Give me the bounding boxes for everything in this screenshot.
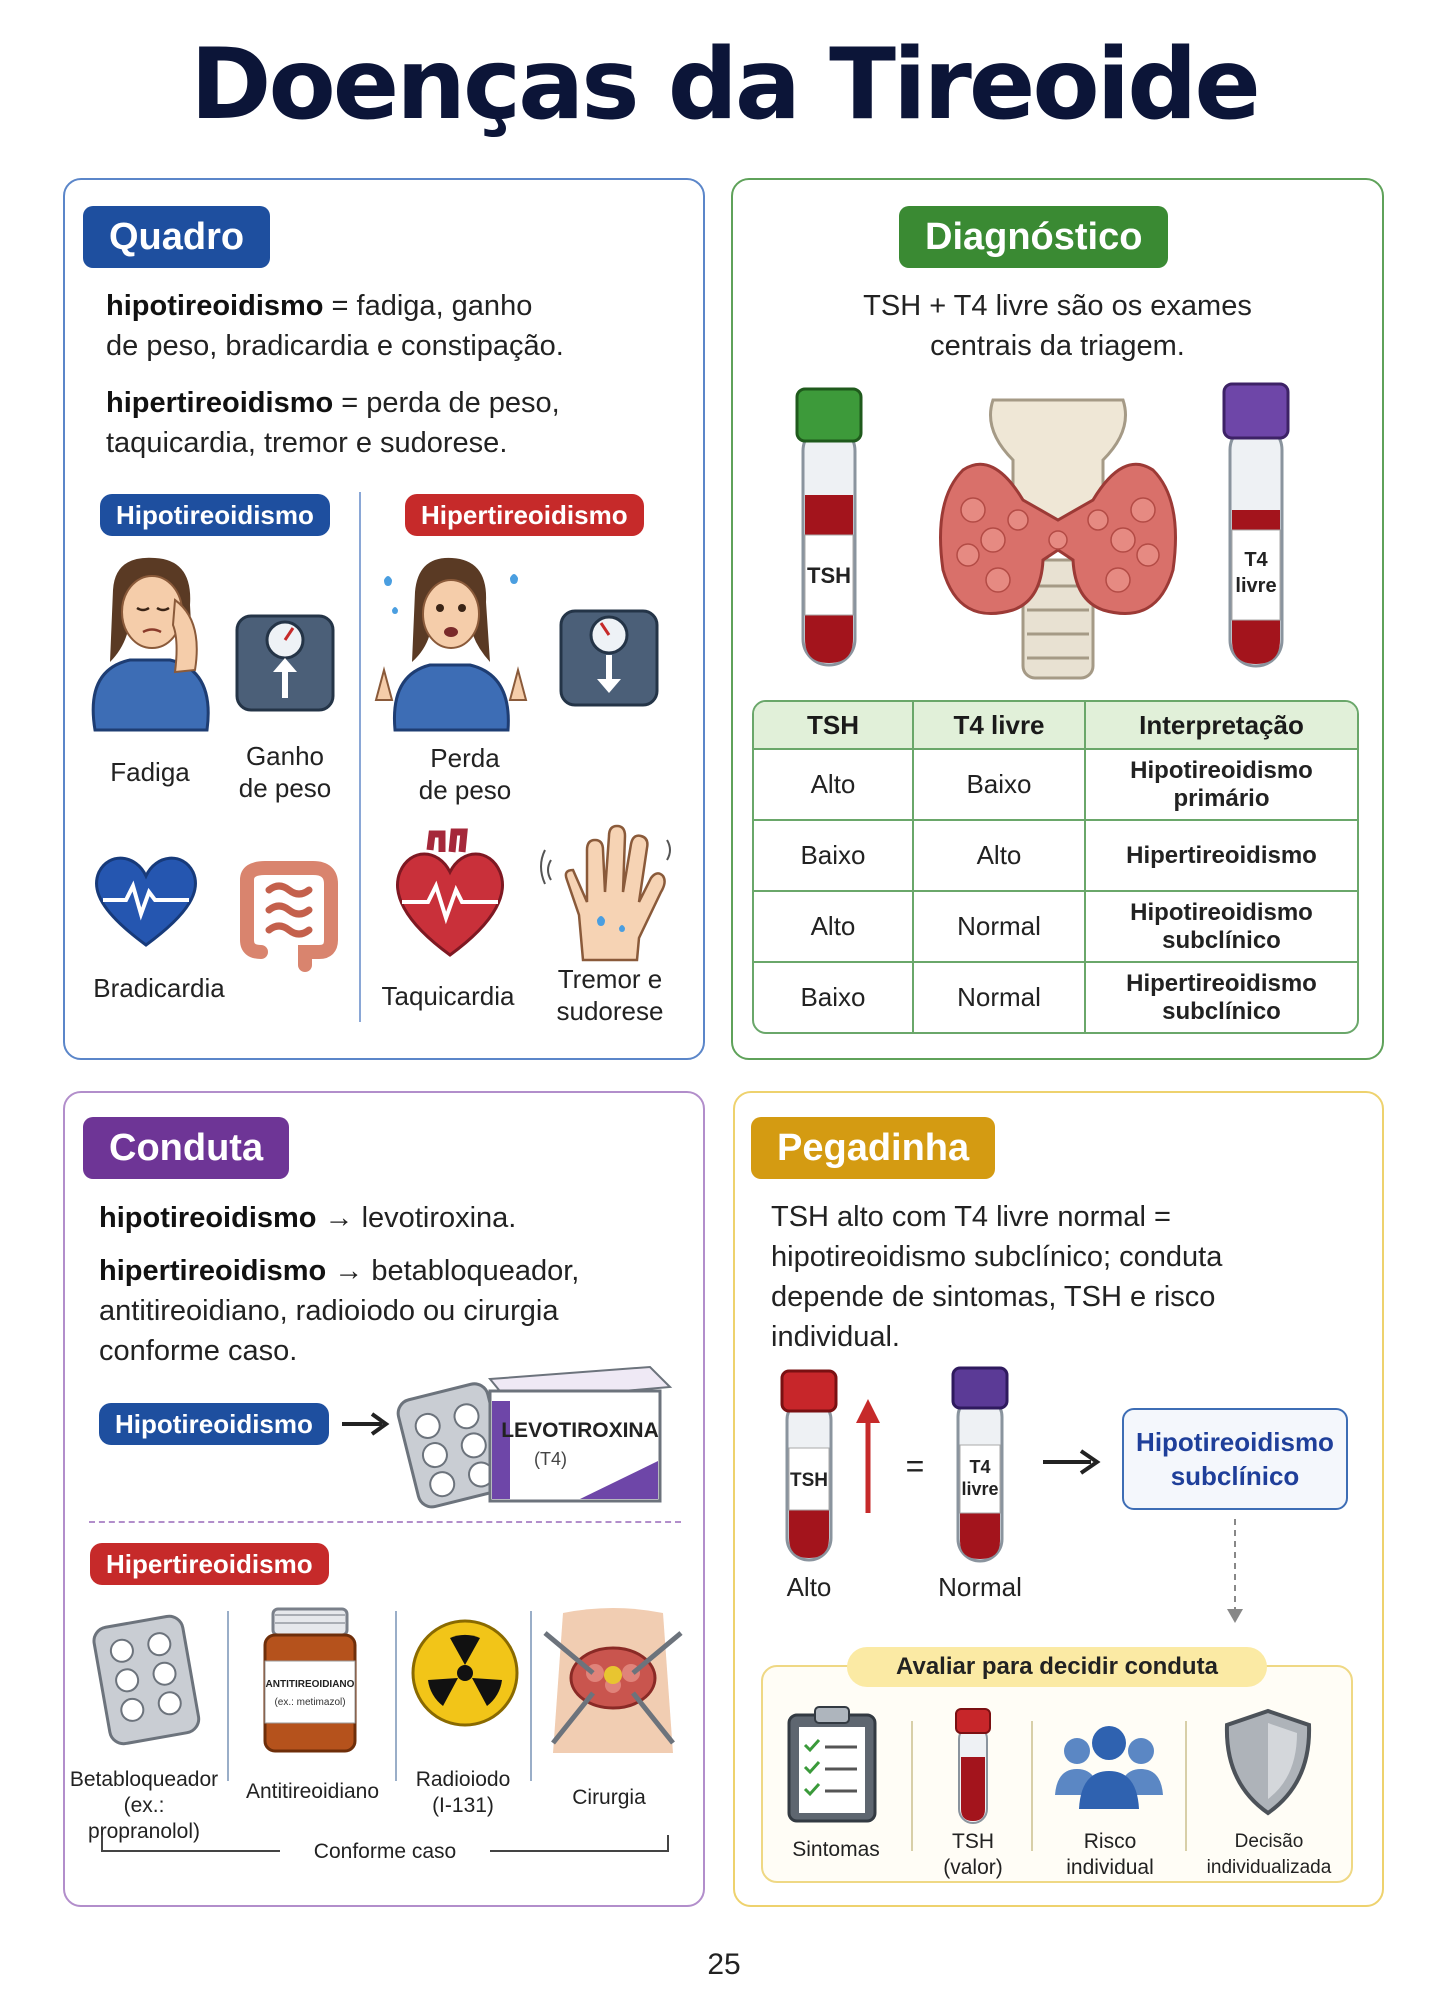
- conduta-hipo-text: [99, 1198, 516, 1238]
- cell-interpretacao: [1084, 890, 1357, 961]
- label-decisao-2: individualizada: [1206, 1857, 1332, 1878]
- pegadinha-tsh-tube-icon: [779, 1368, 839, 1564]
- scale-up-icon: [233, 610, 337, 715]
- hipo-term: hipotireoidismo: [106, 290, 324, 322]
- interp-line-2: subclínico: [1162, 926, 1281, 954]
- label-cirurgia: Cirurgia: [572, 1786, 646, 1809]
- result-line-1: Hipotireoidismo: [1136, 1427, 1334, 1457]
- label-perda: [400, 742, 530, 806]
- tsh-tube-label: TSH: [807, 563, 851, 588]
- scale-down-icon: [557, 605, 661, 710]
- table-header-row: [754, 702, 1357, 750]
- cell-t4: Normal: [912, 890, 1084, 961]
- arrow-right-icon: [340, 1411, 390, 1437]
- pegadinha-text: [771, 1197, 1222, 1357]
- interp-line-1: Hipotireoidismo: [1130, 756, 1313, 784]
- conduta-hiper-text: [99, 1251, 579, 1371]
- conduta-hipo-desc: → levotiroxina.: [316, 1202, 517, 1234]
- section-heading-pegadinha: Pegadinha: [751, 1117, 995, 1179]
- interp-line-2: primário: [1173, 784, 1270, 812]
- cell-interpretacao: [1084, 819, 1357, 890]
- people-group-icon: [1053, 1723, 1165, 1813]
- bottle-label-1: ANTITIREOIDIANO: [265, 1679, 355, 1690]
- panel-quadro: [63, 178, 705, 1060]
- col-header-interpretacao: Interpretação: [1084, 702, 1357, 750]
- box-label-name: LEVOTIROXINA: [501, 1419, 659, 1442]
- label-radioiodo-1: Radioiodo: [415, 1768, 511, 1791]
- pill-hipotireoidismo: Hipotireoidismo: [100, 494, 330, 536]
- conduta-divider-3: [530, 1611, 532, 1781]
- criteria-divider-2: [1031, 1721, 1033, 1851]
- quadro-hipo-text: [106, 286, 564, 366]
- cell-t4: Normal: [912, 961, 1084, 1032]
- label-perda-2: de peso: [418, 775, 512, 805]
- levotiroxina-box-icon: [400, 1361, 675, 1506]
- page-title: Doenças da Tireoide: [190, 28, 1258, 142]
- tsh-value-tube-icon: [953, 1707, 993, 1827]
- arrow-down-dashed-icon: [1225, 1517, 1245, 1627]
- interp-line-1: Hipertireoidismo: [1126, 969, 1317, 997]
- t4-tube-icon: [1220, 380, 1292, 675]
- diagnostico-intro-1: TSH + T4 livre são os exames: [863, 290, 1252, 322]
- interp-line-2: subclínico: [1162, 997, 1281, 1025]
- conduta-divider-2: [395, 1611, 397, 1781]
- tremor-hand-icon: [543, 820, 673, 965]
- diagnostico-intro-2: centrais da triagem.: [930, 330, 1185, 362]
- conduta-pill-hipertireoidismo: Hipertireoidismo: [90, 1543, 329, 1585]
- cell-tsh: Baixo: [754, 819, 912, 890]
- section-heading-quadro: Quadro: [83, 206, 270, 268]
- table-row: [754, 961, 1357, 1032]
- heart-slow-icon: [91, 850, 201, 950]
- quadro-divider: [359, 492, 361, 1022]
- pegadinha-text-2: hipotireoidismo subclínico; conduta: [771, 1241, 1223, 1273]
- conduta-hiper-term: hipertireoidismo: [99, 1255, 327, 1287]
- label-tsh-valor-2: (valor): [943, 1856, 1003, 1879]
- t4-tube-label-1: T4: [1244, 549, 1268, 571]
- avaliar-label: Avaliar para decidir conduta: [847, 1647, 1267, 1687]
- hiper-term: hipertireoidismo: [106, 387, 334, 419]
- tsh-tube-icon: [793, 385, 865, 675]
- shield-icon: [1223, 1707, 1313, 1817]
- surgery-icon: [543, 1603, 683, 1753]
- cell-tsh: Baixo: [754, 961, 912, 1032]
- pegadinha-text-3: depende de sintomas, TSH e risco: [771, 1281, 1216, 1313]
- thyroid-gland-icon: [923, 390, 1193, 680]
- heart-fast-icon: [390, 830, 510, 960]
- label-decisao-1: Decisão: [1234, 1831, 1304, 1852]
- criteria-divider-1: [911, 1721, 913, 1851]
- cell-t4: Baixo: [912, 750, 1084, 819]
- label-betabloqueador-1: Betabloqueador: [69, 1768, 219, 1791]
- pill-bottle-icon: [255, 1605, 365, 1755]
- label-bradicardia: Bradicardia: [93, 973, 225, 1003]
- table-row: [754, 819, 1357, 890]
- hiper-desc-2: taquicardia, tremor e sudorese.: [106, 427, 508, 459]
- label-risco: [1035, 1829, 1185, 1881]
- pegadinha-t4-label-2: livre: [961, 1479, 999, 1499]
- label-normal: Normal: [938, 1572, 1022, 1602]
- equals-sign: =: [905, 1448, 925, 1484]
- sweating-woman-icon: [370, 550, 530, 735]
- label-tremor-1: Tremor e: [557, 964, 663, 994]
- result-box: [1122, 1408, 1348, 1510]
- label-tremor-2: sudorese: [556, 996, 664, 1026]
- t4-tube-label-2: livre: [1235, 575, 1277, 597]
- label-decisao: [1187, 1829, 1351, 1881]
- label-sintomas: Sintomas: [792, 1838, 880, 1861]
- page-number: 25: [707, 1948, 741, 1981]
- label-radioiodo-2: (I-131): [432, 1794, 494, 1817]
- intestine-icon: [235, 860, 340, 970]
- result-line-2: subclínico: [1170, 1461, 1300, 1491]
- conduta-hiper-desc-3: conforme caso.: [99, 1335, 298, 1367]
- interp-line-1: Hipertireoidismo: [1126, 841, 1317, 869]
- hipo-desc-2: de peso, bradicardia e constipação.: [106, 330, 564, 362]
- pegadinha-text-1: TSH alto com T4 livre normal =: [771, 1201, 1171, 1233]
- pegadinha-t4-tube-icon: [950, 1365, 1010, 1565]
- label-perda-1: Perda: [430, 743, 500, 773]
- label-taquicardia: Taquicardia: [381, 981, 515, 1011]
- label-fadiga: Fadiga: [110, 757, 190, 787]
- label-tsh-valor-1: TSH: [952, 1830, 994, 1853]
- panel-pegadinha: [733, 1091, 1384, 1907]
- fatigue-woman-icon: [75, 550, 225, 735]
- pegadinha-t4-label-1: T4: [969, 1457, 991, 1477]
- conduta-divider-1: [227, 1611, 229, 1781]
- interp-line-1: Hipotireoidismo: [1130, 898, 1313, 926]
- label-ganho-2: de peso: [238, 773, 332, 803]
- label-ganho: [225, 740, 345, 804]
- table-row: [754, 750, 1357, 819]
- label-risco-2: individual: [1066, 1856, 1154, 1879]
- conduta-hiper-desc-2: antitireoidiano, radioiodo ou cirurgia: [99, 1295, 559, 1327]
- cell-interpretacao: [1084, 750, 1357, 819]
- col-header-t4: T4 livre: [912, 702, 1084, 750]
- diagnostico-intro: [733, 286, 1382, 366]
- label-tsh-valor: [915, 1829, 1031, 1881]
- label-risco-1: Risco: [1083, 1830, 1137, 1853]
- panel-diagnostico: [731, 178, 1384, 1060]
- bottle-label-2: (ex.: metimazol): [274, 1697, 346, 1708]
- pegadinha-tsh-label: TSH: [790, 1470, 828, 1491]
- section-heading-diagnostico: Diagnóstico: [899, 206, 1168, 268]
- label-ganho-1: Ganho: [245, 741, 325, 771]
- conduta-dashed-divider: [89, 1521, 681, 1523]
- label-tremor: [545, 963, 675, 1027]
- clipboard-checklist-icon: [785, 1705, 880, 1825]
- label-radioiodo: [401, 1767, 525, 1819]
- hipo-desc: = fadiga, ganho: [323, 290, 533, 322]
- label-conforme-caso: Conforme caso: [313, 1840, 457, 1863]
- cell-t4: Alto: [912, 819, 1084, 890]
- col-header-tsh: TSH: [754, 702, 912, 750]
- label-betabloqueador-2: (ex.: propranolol): [87, 1794, 201, 1843]
- conduta-pill-hipotireoidismo: Hipotireoidismo: [99, 1403, 329, 1445]
- arrow-right-icon: [1041, 1447, 1101, 1477]
- label-alto: Alto: [786, 1572, 832, 1602]
- conduta-hiper-desc: → betabloqueador,: [326, 1255, 580, 1287]
- cell-interpretacao: [1084, 961, 1357, 1032]
- arrow-up-icon: [853, 1395, 883, 1515]
- box-label-sub: (T4): [534, 1449, 567, 1469]
- hiper-desc: = perda de peso,: [333, 387, 560, 419]
- table-row: [754, 890, 1357, 961]
- radiation-icon: [410, 1618, 520, 1728]
- cell-tsh: Alto: [810, 769, 856, 799]
- pegadinha-text-4: individual.: [771, 1321, 900, 1353]
- pill-hipertireoidismo: Hipertireoidismo: [405, 494, 644, 536]
- panel-conduta: [63, 1091, 705, 1907]
- quadro-hiper-text: [106, 383, 560, 463]
- section-heading-conduta: Conduta: [83, 1117, 289, 1179]
- diagnostic-table: [752, 700, 1359, 1034]
- label-antitireoidiano: Antitireoidiano: [245, 1780, 380, 1803]
- cell-tsh: Alto: [754, 890, 912, 961]
- conduta-hipo-term: hipotireoidismo: [99, 1202, 317, 1234]
- blister-pack-icon: [91, 1613, 201, 1743]
